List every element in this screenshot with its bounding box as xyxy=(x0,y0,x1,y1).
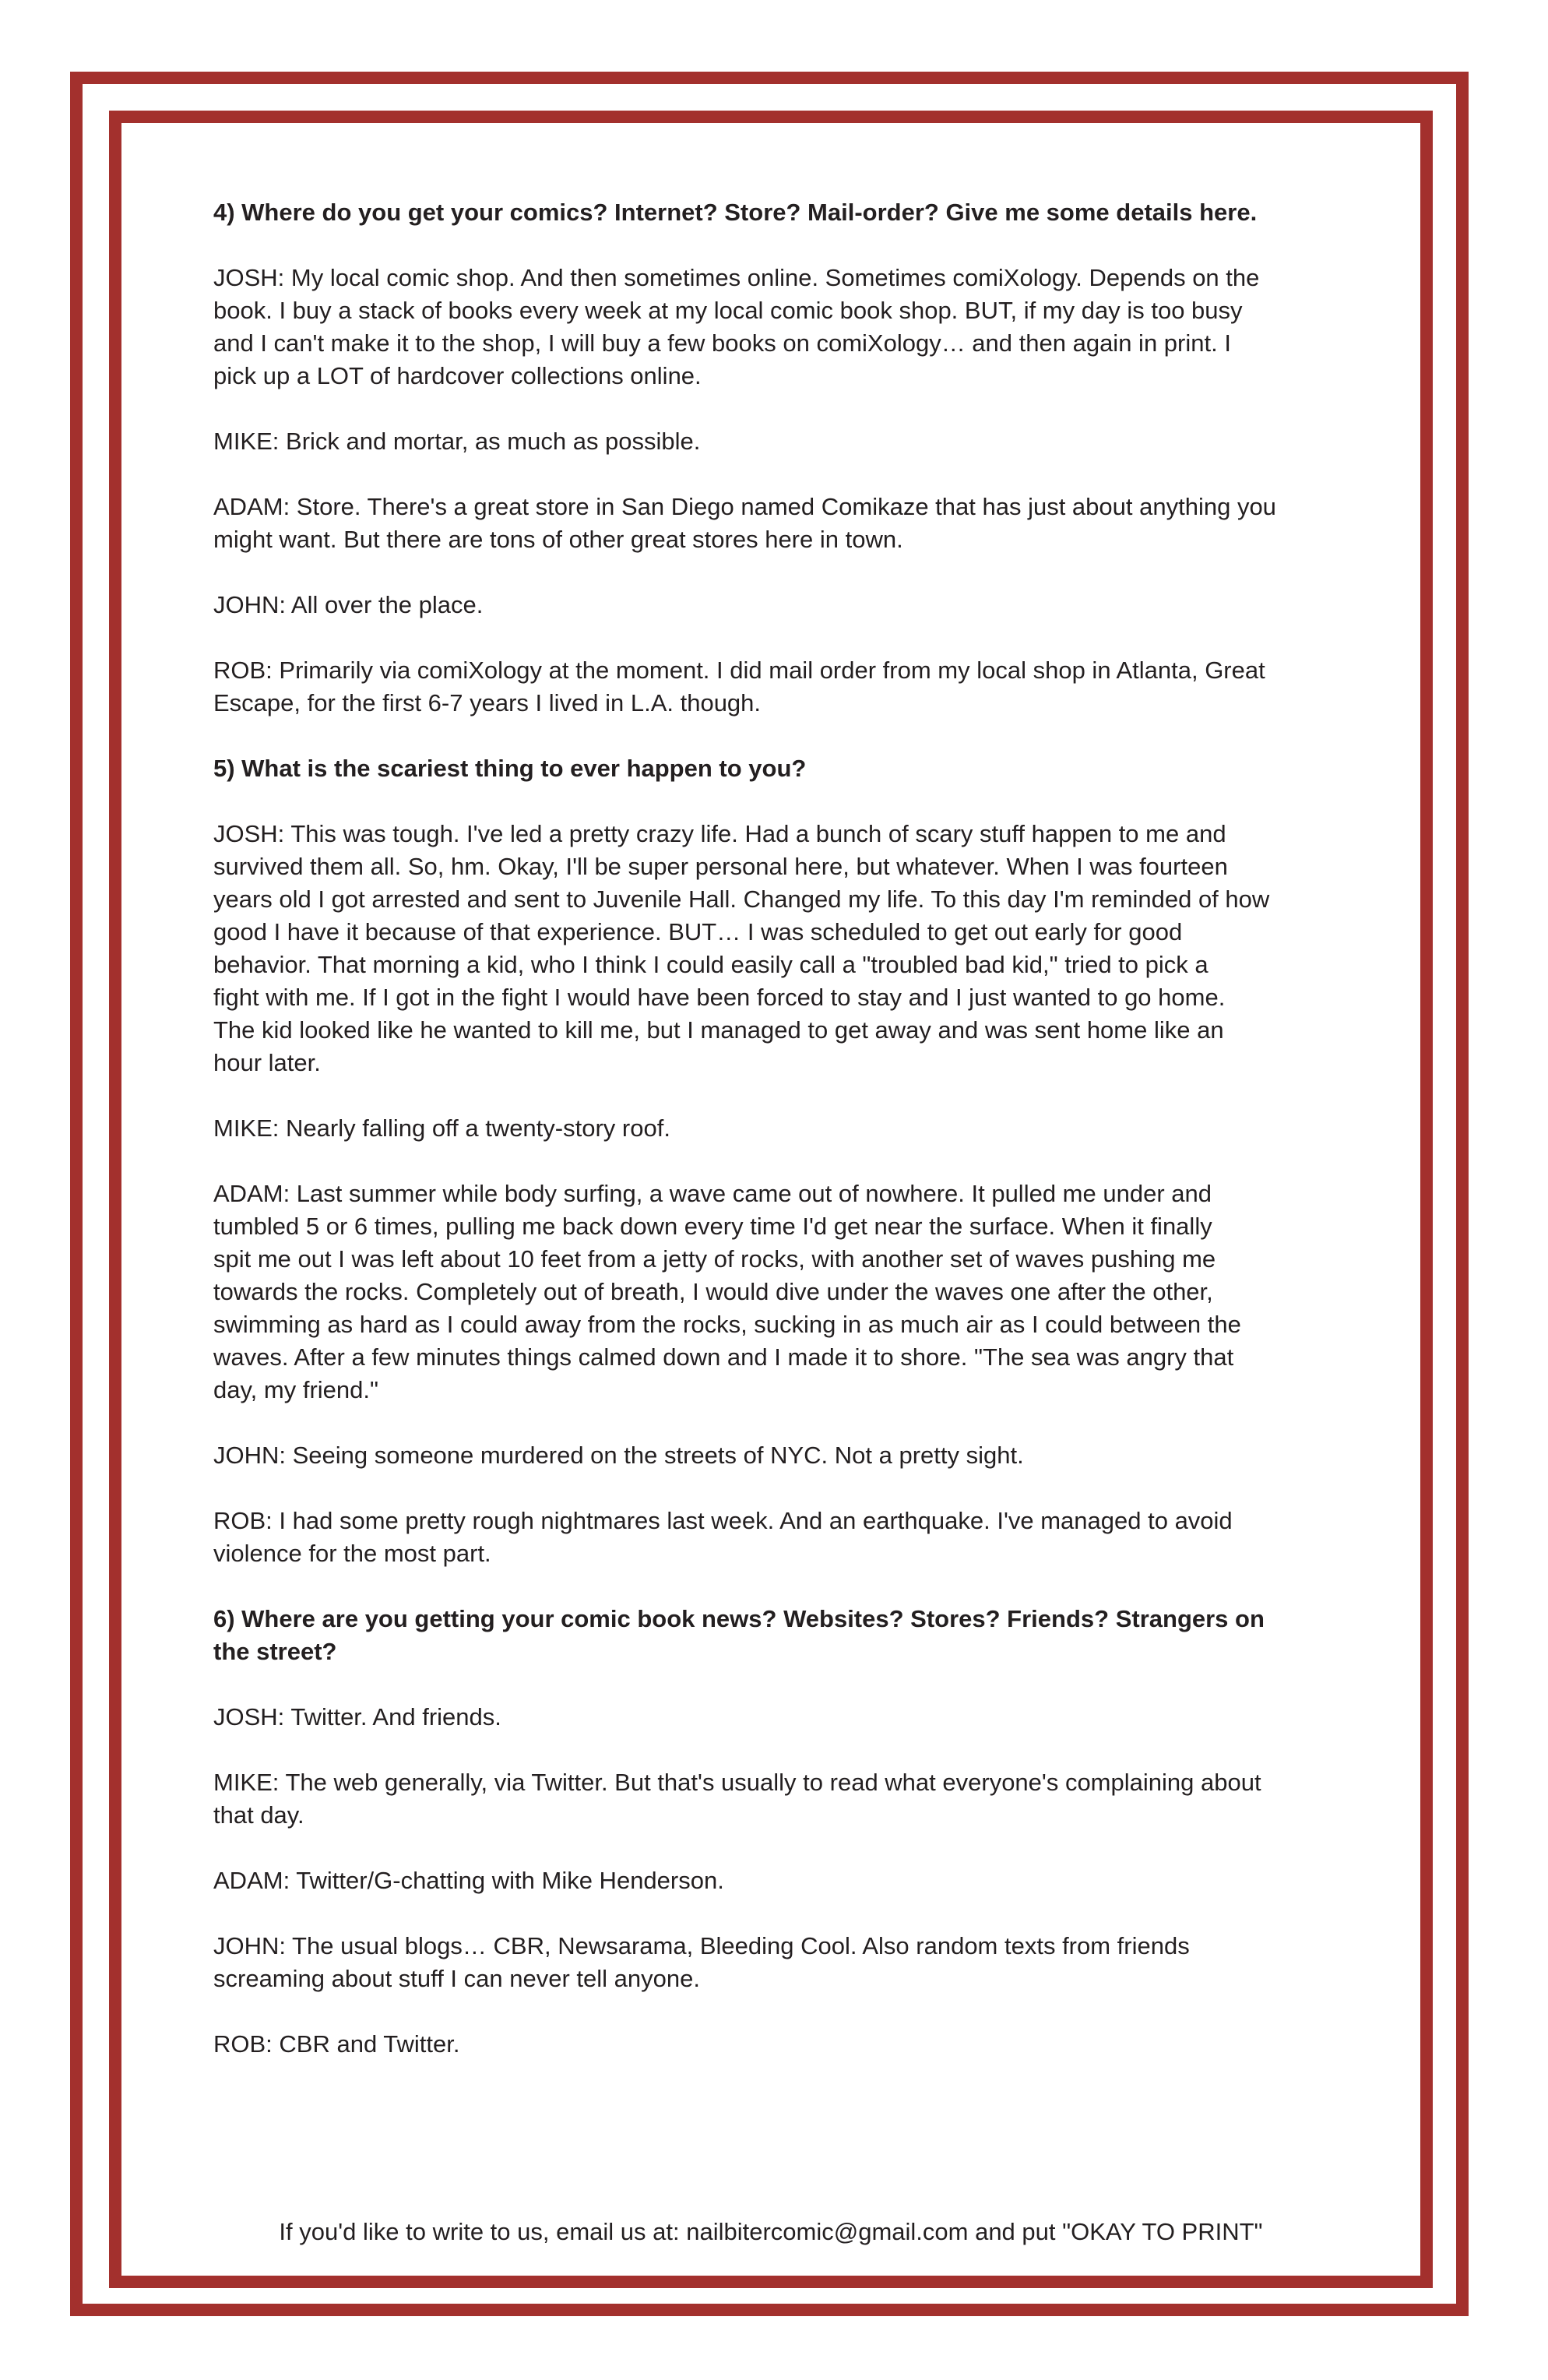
answer-rob: ROB: CBR and Twitter. xyxy=(213,2030,460,2058)
section-q4 xyxy=(213,196,1350,720)
answer-josh: JOSH: Twitter. And friends. xyxy=(213,1703,501,1730)
answer-adam: ADAM: Twitter/G-chatting with Mike Henderson. xyxy=(213,1867,724,1894)
answer-josh: JOSH: This was tough. I've led a pretty crazy life. Had a bunch of scary stuff happen to me and survived them all. So, hm. Okay, I'll be super personal here, but whatever. When I was fourteen years old I got arrested and sent to Juvenile Hall. Changed my life. To this day I'm reminded of how good I have it because of that experience. BUT… I was scheduled to get out early for good behavior. That morning a kid, who I think I could easily call a "troubled bad kid," tried to pick a fight with me. If I got in the fight I would have been forced to stay and I just wanted to go home. The kid looked like he wanted to kill me, but I managed to get away and was sent home like an hour later. xyxy=(213,820,1270,1076)
answer-rob: ROB: I had some pretty rough nightmares last week. And an earthquake. I've managed to avoid violence for the most part. xyxy=(213,1507,1233,1567)
answer-rob: ROB: Primarily via comiXology at the moment. I did mail order from my local shop in Atlanta, Great Escape, for the first 6-7 years I lived in L.A. though. xyxy=(213,657,1265,716)
section-q6 xyxy=(213,1603,1350,2061)
answer-john: JOHN: All over the place. xyxy=(213,591,484,618)
answer-mike: MIKE: Nearly falling off a twenty-story roof. xyxy=(213,1114,670,1142)
answer-adam: ADAM: Last summer while body surfing, a wave came out of nowhere. It pulled me under and tumbled 5 or 6 times, pulling me back down every time I'd get near the surface. When it finally spit me out I was left about 10 feet from a jetty of rocks, with another set of waves pushing me towards the rocks. Completely out of breath, I would dive under the waves one after the other, swimming as hard as I could away from the rocks, sucking in as much air as I could between the waves. After a few minutes things calmed down and I made it to shore. "The sea was angry that day, my friend." xyxy=(213,1180,1241,1403)
interview-content xyxy=(213,196,1350,2093)
footer-contact-note: If you'd like to write to us, email us at: nailbitercomic@gmail.com and put "OKAY TO PRINT" xyxy=(279,2218,1263,2245)
question-heading: 5) What is the scariest thing to ever happen to you? xyxy=(213,755,807,782)
question-heading: 6) Where are you getting your comic book news? Websites? Stores? Friends? Strangers on the street? xyxy=(213,1605,1265,1665)
answer-josh: JOSH: My local comic shop. And then sometimes online. Sometimes comiXology. Depends on the book. I buy a stack of books every week at my local comic book shop. BUT, if my day is too busy and I can't make it to the shop, I will buy a few books on comiXology… and then again in print. I pick up a LOT of hardcover collections online. xyxy=(213,264,1260,389)
answer-mike: MIKE: Brick and mortar, as much as possible. xyxy=(213,428,701,455)
question-heading: 4) Where do you get your comics? Internet? Store? Mail-order? Give me some details here. xyxy=(213,199,1258,226)
section-q5 xyxy=(213,752,1350,1570)
answer-john: JOHN: The usual blogs… CBR, Newsarama, Bleeding Cool. Also random texts from friends screaming about stuff I can never tell anyone. xyxy=(213,1932,1190,1992)
answer-john: JOHN: Seeing someone murdered on the streets of NYC. Not a pretty sight. xyxy=(213,1442,1024,1469)
answer-mike: MIKE: The web generally, via Twitter. But that's usually to read what everyone's complaining about that day. xyxy=(213,1769,1261,1829)
answer-adam: ADAM: Store. There's a great store in San Diego named Comikaze that has just about anything you might want. But there are tons of other great stores here in town. xyxy=(213,493,1276,553)
